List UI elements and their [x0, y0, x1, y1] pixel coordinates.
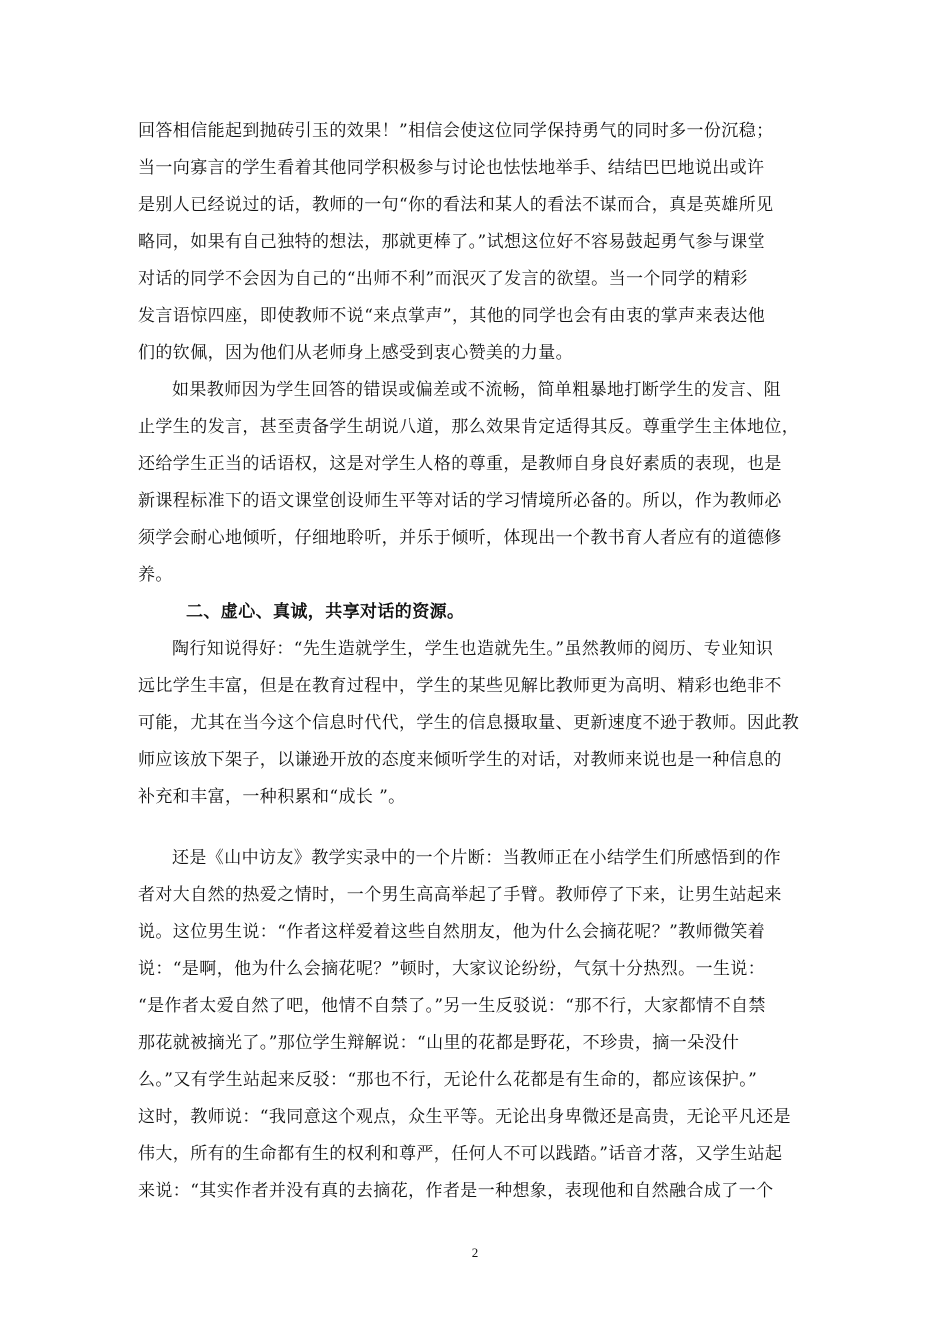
paragraph-3-line-3: 可能，尤其在当今这个信息时代代，学生的信息摄取量、更新速度不逊于教师。因此教	[138, 713, 800, 733]
paragraph-2-line-6: 养。	[138, 565, 173, 585]
paragraph-1-line-4: 略同，如果有自己独特的想法，那就更棒了。”试想这位好不容易鼓起勇气参与课堂	[138, 232, 765, 252]
paragraph-1-line-3: 是别人已经说过的话，教师的一句“你的看法和某人的看法不谋而合，真是英雄所见	[138, 195, 774, 215]
paragraph-3-line-2: 远比学生丰富，但是在教育过程中，学生的某些见解比教师更为高明、精彩也绝非不	[138, 676, 782, 696]
paragraph-4-line-3: 说。这位男生说：“作者这样爱着这些自然朋友，他为什么会摘花呢？”教师微笑着	[138, 922, 766, 942]
paragraph-1-line-5: 对话的同学不会因为自己的“出师不利”而泯灭了发言的欲望。当一个同学的精彩	[138, 269, 748, 289]
document-body	[138, 113, 828, 1210]
paragraph-4-line-9: 伟大，所有的生命都有生的权利和尊严，任何人不可以践踏。”话音才落，又学生站起	[138, 1144, 783, 1164]
paragraph-1-line-1: 回答相信能起到抛砖引玉的效果！”相信会使这位同学保持勇气的同时多一份沉稳；	[138, 121, 774, 141]
paragraph-4-line-6: 那花就被摘光了。”那位学生辩解说：“山里的花都是野花，不珍贵，摘一朵没什	[138, 1033, 740, 1053]
paragraph-2-line-4: 新课程标准下的语文课堂创设师生平等对话的学习情境所必备的。所以，作为教师必	[138, 491, 782, 511]
paragraph-1-line-6: 发言语惊四座，即使教师不说“来点掌声”，其他的同学也会有由衷的掌声来表达他	[138, 306, 766, 326]
paragraph-4-line-4: 说：“是啊，他为什么会摘花呢？”顿时，大家议论纷纷，气氛十分热烈。一生说：	[138, 959, 766, 979]
paragraph-4-line-7: 么。”又有学生站起来反驳：“那也不行，无论什么花都是有生命的，都应该保护。”	[138, 1070, 758, 1090]
paragraph-3-line-5: 补充和丰富，一种积累和“成长 ”。	[138, 787, 406, 807]
paragraph-4-line-10: 来说：“其实作者并没有真的去摘花，作者是一种想象，表现他和自然融合成了一个	[138, 1181, 774, 1201]
paragraph-2-line-2: 止学生的发言，甚至责备学生胡说八道，那么效果肯定适得其反。尊重学生主体地位，	[138, 417, 800, 437]
paragraph-2-line-5: 须学会耐心地倾听，仔细地聆听，并乐于倾听，体现出一个教书育人者应有的道德修	[138, 528, 782, 548]
paragraph-1-line-7: 们的钦佩，因为他们从老师身上感受到衷心赞美的力量。	[138, 343, 573, 363]
section-heading: 二、虚心、真诚，共享对话的资源。	[186, 602, 465, 622]
paragraph-2-line-1: 如果教师因为学生回答的错误或偏差或不流畅，简单粗暴地打断学生的发言、阻	[172, 380, 781, 400]
paragraph-4-line-8: 这时，教师说：“我同意这个观点，众生平等。无论出身卑微还是高贵，无论平凡还是	[138, 1107, 791, 1127]
paragraph-4-line-2: 者对大自然的热爱之情时，一个男生高高举起了手臂。教师停了下来，让男生站起来	[138, 885, 782, 905]
paragraph-2-line-3: 还给学生正当的话语权，这是对学生人格的尊重，是教师自身良好素质的表现，也是	[138, 454, 782, 474]
paragraph-3-line-4: 师应该放下架子，以谦逊开放的态度来倾听学生的对话，对教师来说也是一种信息的	[138, 750, 782, 770]
paragraph-3-line-1: 陶行知说得好：“先生造就学生，学生也造就先生。”虽然教师的阅历、专业知识	[172, 639, 774, 659]
paragraph-1-line-2: 当一向寡言的学生看着其他同学积极参与讨论也怯怯地举手、结结巴巴地说出或许	[138, 158, 765, 178]
paragraph-4-line-5: “是作者太爱自然了吧，他情不自禁了。”另一生反驳说：“那不行，大家都情不自禁	[138, 996, 766, 1016]
paragraph-4-line-1: 还是《山中访友》教学实录中的一个片断：当教师正在小结学生们所感悟到的作	[172, 848, 781, 868]
page-number: 2	[471, 1245, 479, 1260]
